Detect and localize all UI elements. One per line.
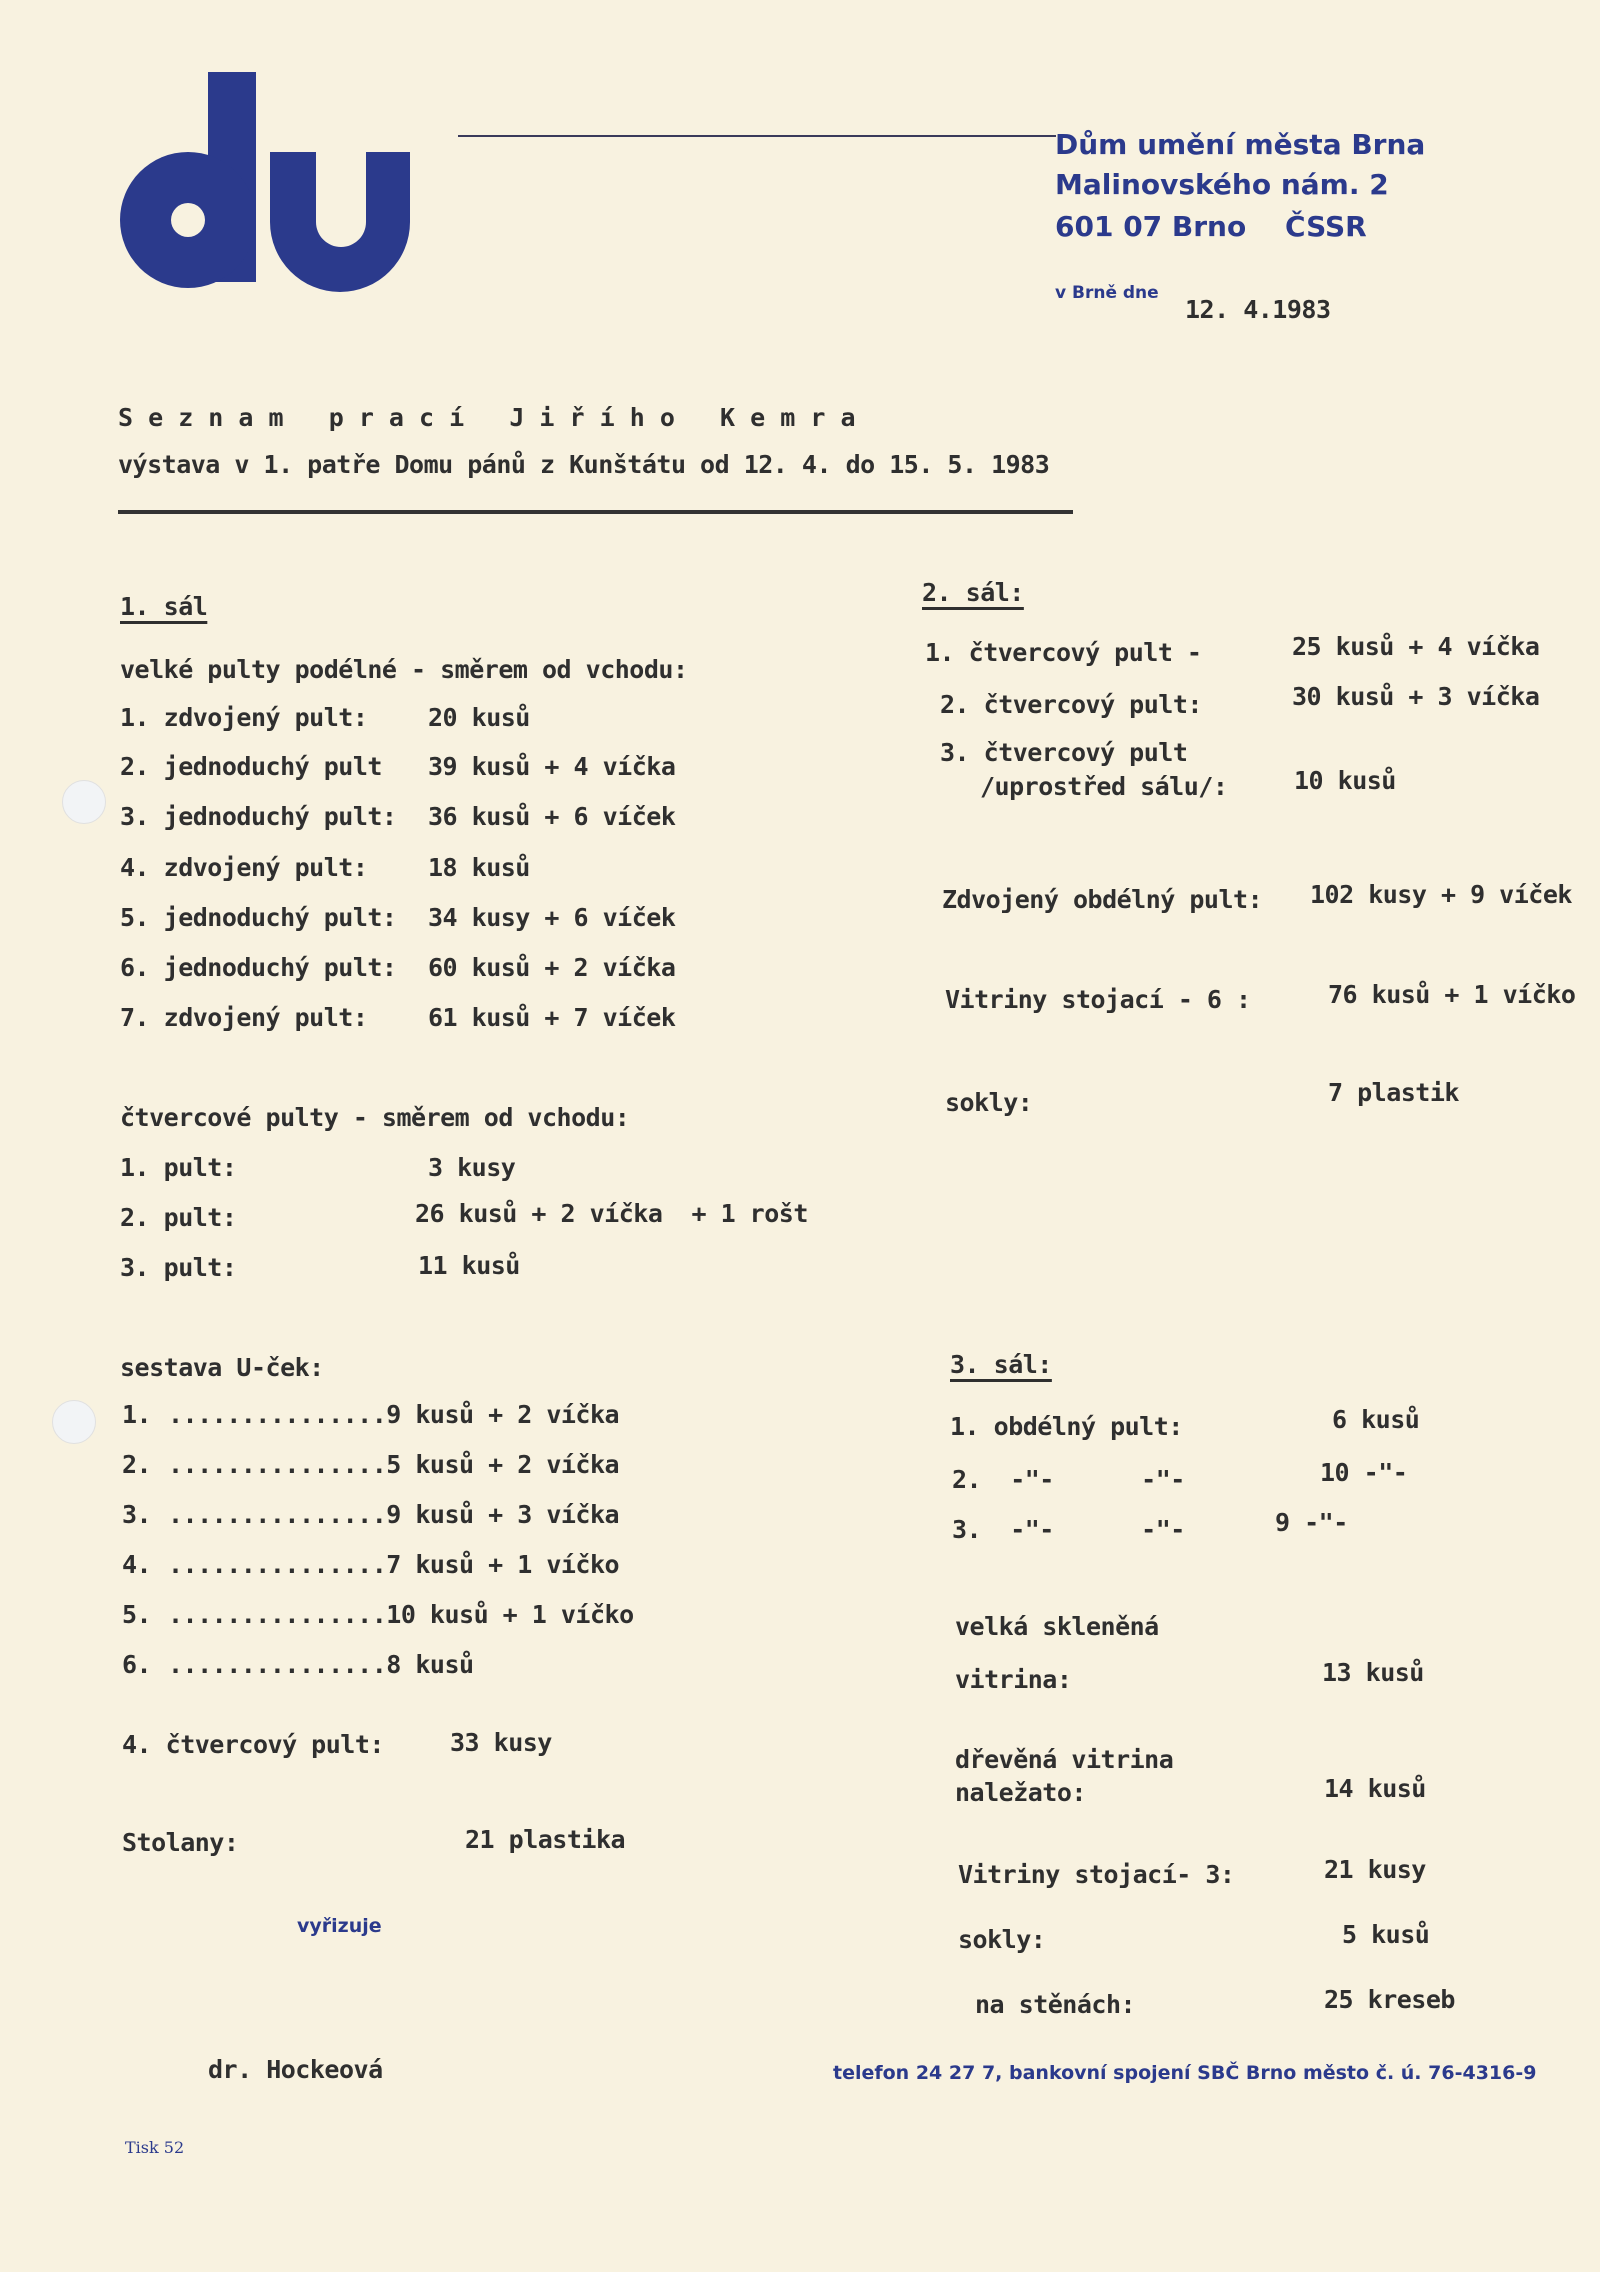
square4-value: 33 kusy [450,1728,552,1757]
list-item-value: 61 kusů + 7 víček [428,1003,676,1032]
list-item-label: 3. -"- -"- [952,1515,1185,1544]
handled-by-label: vyřizuje [297,1915,382,1937]
list-item-value: ...............9 kusů + 2 víčka [168,1400,620,1429]
handled-by-name: dr. Hockeová [208,2055,383,2084]
wood-vitrine-value: 14 kusů [1324,1774,1426,1803]
list-item-value: 18 kusů [428,853,530,882]
list-item-value: 11 kusů [418,1251,520,1280]
list-item-value: 60 kusů + 2 víčka [428,953,676,982]
list-item-value: 10 kusů [1294,766,1396,795]
list-item-value: 26 kusů + 2 víčka + 1 rošt [415,1199,808,1228]
wood-vitrine-label: dřevěná vitrina [955,1745,1174,1774]
list-item-value: ...............7 kusů + 1 víčko [168,1550,620,1579]
list-item-label-continued: /uprostřed sálu/: [980,772,1228,801]
exhibition-subtitle: výstava v 1. patře Domu pánů z Kunštátu od 12. 4. do 15. 5. 1983 [118,450,1050,479]
list-item-label: 1. čtvercový pult - [925,638,1202,667]
list-item-label: 2. -"- -"- [952,1465,1185,1494]
sokly3-value: 5 kusů [1342,1920,1430,1949]
vitrines6-value: 76 kusů + 1 víčko [1328,980,1576,1009]
sokly3-label: sokly: [958,1925,1046,1954]
list-item-label: 1. pult: [120,1153,237,1182]
letter-date: 12. 4.1983 [1185,295,1331,324]
list-item-label: 5. [122,1600,152,1629]
list-item-value: ...............5 kusů + 2 víčka [168,1450,620,1479]
hall1-heading: 1. sál [120,592,208,621]
stolany-value: 21 plastika [465,1825,626,1854]
list-item-value: ...............9 kusů + 3 víčka [168,1500,620,1529]
walls-value: 25 kreseb [1324,1985,1455,2014]
big-glass-value: 13 kusů [1322,1658,1424,1687]
sokly2-value: 7 plastik [1328,1078,1459,1107]
list-item-value: 30 kusů + 3 víčka [1292,682,1540,711]
list-item-label: 5. jednoduchý pult: [120,903,397,932]
walls-label: na stěnách: [975,1990,1136,2019]
hall2-heading: 2. sál: [922,578,1024,607]
org-street: Malinovského nám. 2 [1055,168,1389,201]
list-item-value: ...............10 kusů + 1 víčko [168,1600,634,1629]
list-item-value: 39 kusů + 4 víčka [428,752,676,781]
stolany-label: Stolany: [122,1828,239,1857]
list-item-label: 2. [122,1450,152,1479]
list-item-label: 4. [122,1550,152,1579]
org-city: 601 07 Brno [1055,210,1247,243]
print-code: Tisk 52 [125,2138,185,2157]
title-rule [118,510,1073,514]
list-item-label: 3. pult: [120,1253,237,1282]
vitrines6-label: Vitriny stojací - 6 : [945,985,1251,1014]
list-item-label: 6. [122,1650,152,1679]
sokly2-label: sokly: [945,1088,1033,1117]
letterhead-rule [458,135,1056,137]
list-item-label: 3. jednoduchý pult: [120,802,397,831]
date-label: v Brně dne [1055,283,1159,303]
footer-contact: telefon 24 27 7, bankovní spojení SBČ Brno město č. ú. 76-4316-9 [833,2062,1537,2084]
list-item-value: ...............8 kusů [168,1650,474,1679]
list-item-value: 6 kusů [1332,1405,1420,1434]
list-item-label: 3. čtvercový pult [940,738,1188,767]
square4-label: 4. čtvercový pult: [122,1730,384,1759]
big-glass-label-continued: vitrina: [955,1665,1072,1694]
vitrines3-label: Vitriny stojací- 3: [958,1860,1235,1889]
du-logo [118,72,458,297]
wood-vitrine-label-continued: naležato: [955,1778,1086,1807]
list-item-label: 3. [122,1500,152,1529]
big-glass-label: velká skleněná [955,1612,1159,1641]
group3-heading: sestava U-ček: [120,1353,324,1382]
list-item-label: 2. jednoduchý pult [120,752,382,781]
hall3-heading: 3. sál: [950,1350,1052,1379]
list-item-label: 2. čtvercový pult: [940,690,1202,719]
punch-hole [62,780,106,824]
list-item-label: 1. obdélný pult: [950,1412,1183,1441]
org-name: Dům umění města Brna [1055,128,1426,161]
list-item-value: 9 -"- [1275,1508,1348,1537]
double-desk-value: 102 kusy + 9 víček [1310,880,1572,909]
double-desk-label: Zdvojený obdélný pult: [942,885,1263,914]
list-item-label: 6. jednoduchý pult: [120,953,397,982]
list-item-value: 10 -"- [1320,1458,1408,1487]
group2-heading: čtvercové pulty - směrem od vchodu: [120,1103,630,1132]
list-item-label: 1. [122,1400,152,1429]
list-item-label: 2. pult: [120,1203,237,1232]
list-item-label: 1. zdvojený pult: [120,703,368,732]
list-item-label: 4. zdvojený pult: [120,853,368,882]
document-title: S e z n a m p r a c í J i ř í h o K e m r a [118,403,856,432]
list-item-value: 34 kusy + 6 víček [428,903,676,932]
group1-heading: velké pulty podélné - směrem od vchodu: [120,655,688,684]
list-item-label: 7. zdvojený pult: [120,1003,368,1032]
vitrines3-value: 21 kusy [1324,1855,1426,1884]
list-item-value: 36 kusů + 6 víček [428,802,676,831]
list-item-value: 3 kusy [428,1153,516,1182]
org-country: ČSSR [1285,210,1367,243]
punch-hole [52,1400,96,1444]
list-item-value: 25 kusů + 4 víčka [1292,632,1540,661]
list-item-value: 20 kusů [428,703,530,732]
